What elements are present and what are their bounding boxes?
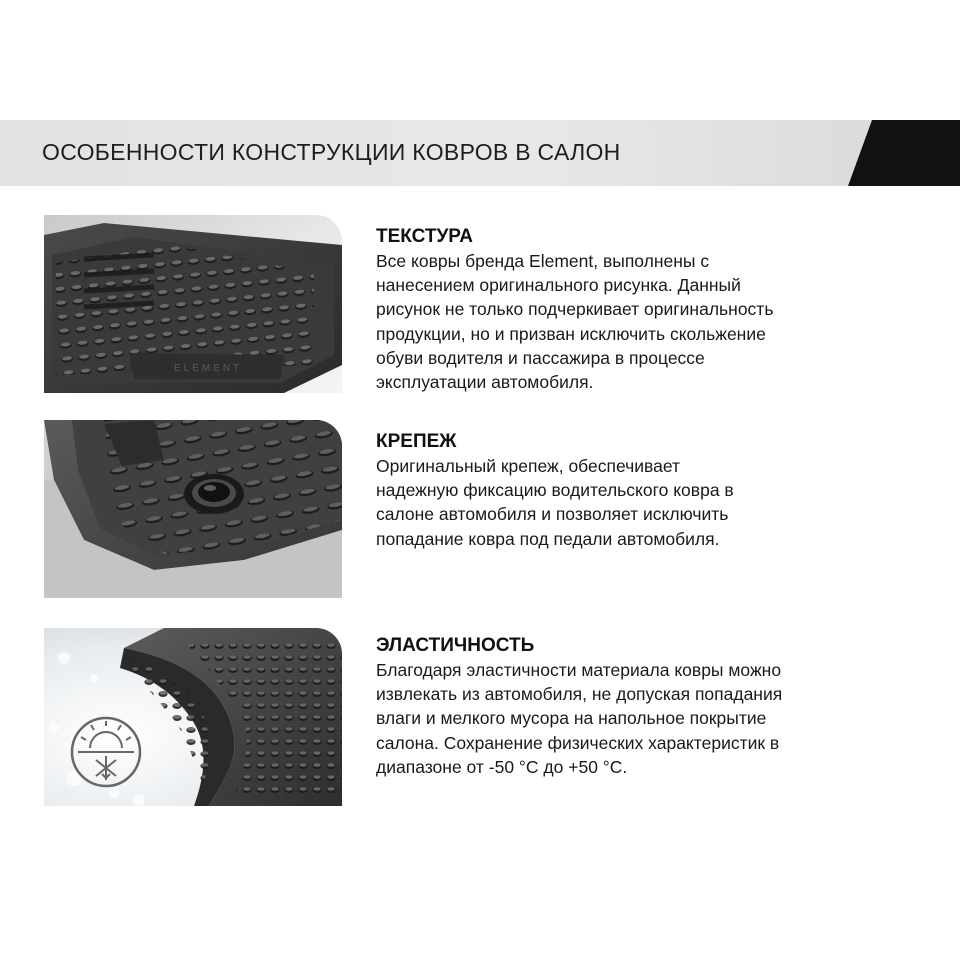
feature-elasticity (376, 634, 856, 779)
feature-texture (376, 225, 856, 394)
feature-line: салоне автомобиля и позволяет исключить (376, 504, 729, 525)
feature-line: диапазоне от -50 °С до +50 °С. (376, 756, 628, 777)
feature-line: рисунок не только подчеркивает оригинальность (376, 299, 774, 320)
feature-line: попадание ковра под педали автомобиля. (376, 528, 720, 549)
elasticity-mat-image (44, 628, 342, 806)
feature-line: эксплуатации автомобиля. (376, 372, 594, 393)
feature-title: ЭЛАСТИЧНОСТЬ (376, 635, 535, 656)
feature-line: Оригинальный крепеж, обеспечивает (376, 456, 681, 476)
page-title: ОСОБЕННОСТИ КОНСТРУКЦИИ КОВРОВ В САЛОН (42, 139, 621, 165)
feature-line: обуви водителя и пассажира в процессе (376, 347, 705, 368)
element-emboss-text: ELEMENT (174, 363, 243, 374)
feature-line: продукции, но и призван исключить скольжение (376, 323, 766, 344)
feature-line: Все ковры бренда Element, выполнены с (376, 251, 710, 271)
feature-line: салона. Сохранение физических характеристик в (376, 732, 780, 753)
feature-line: влаги и мелкого мусора на напольное покрытие (376, 708, 767, 729)
feature-line: надежную фиксацию водительского ковра в (376, 480, 734, 501)
feature-title: ТЕКСТУРА (376, 226, 474, 247)
feature-line: извлекать из автомобиля, не допуская попадания (376, 684, 783, 705)
texture-mat-image (44, 215, 342, 393)
feature-line: нанесением оригинального рисунка. Данный (376, 275, 741, 296)
fastener-mat-image (44, 420, 342, 598)
feature-fastener (376, 430, 856, 551)
feature-line: Благодаря эластичности материала ковры можно (376, 660, 782, 680)
feature-title: КРЕПЕЖ (376, 431, 457, 452)
